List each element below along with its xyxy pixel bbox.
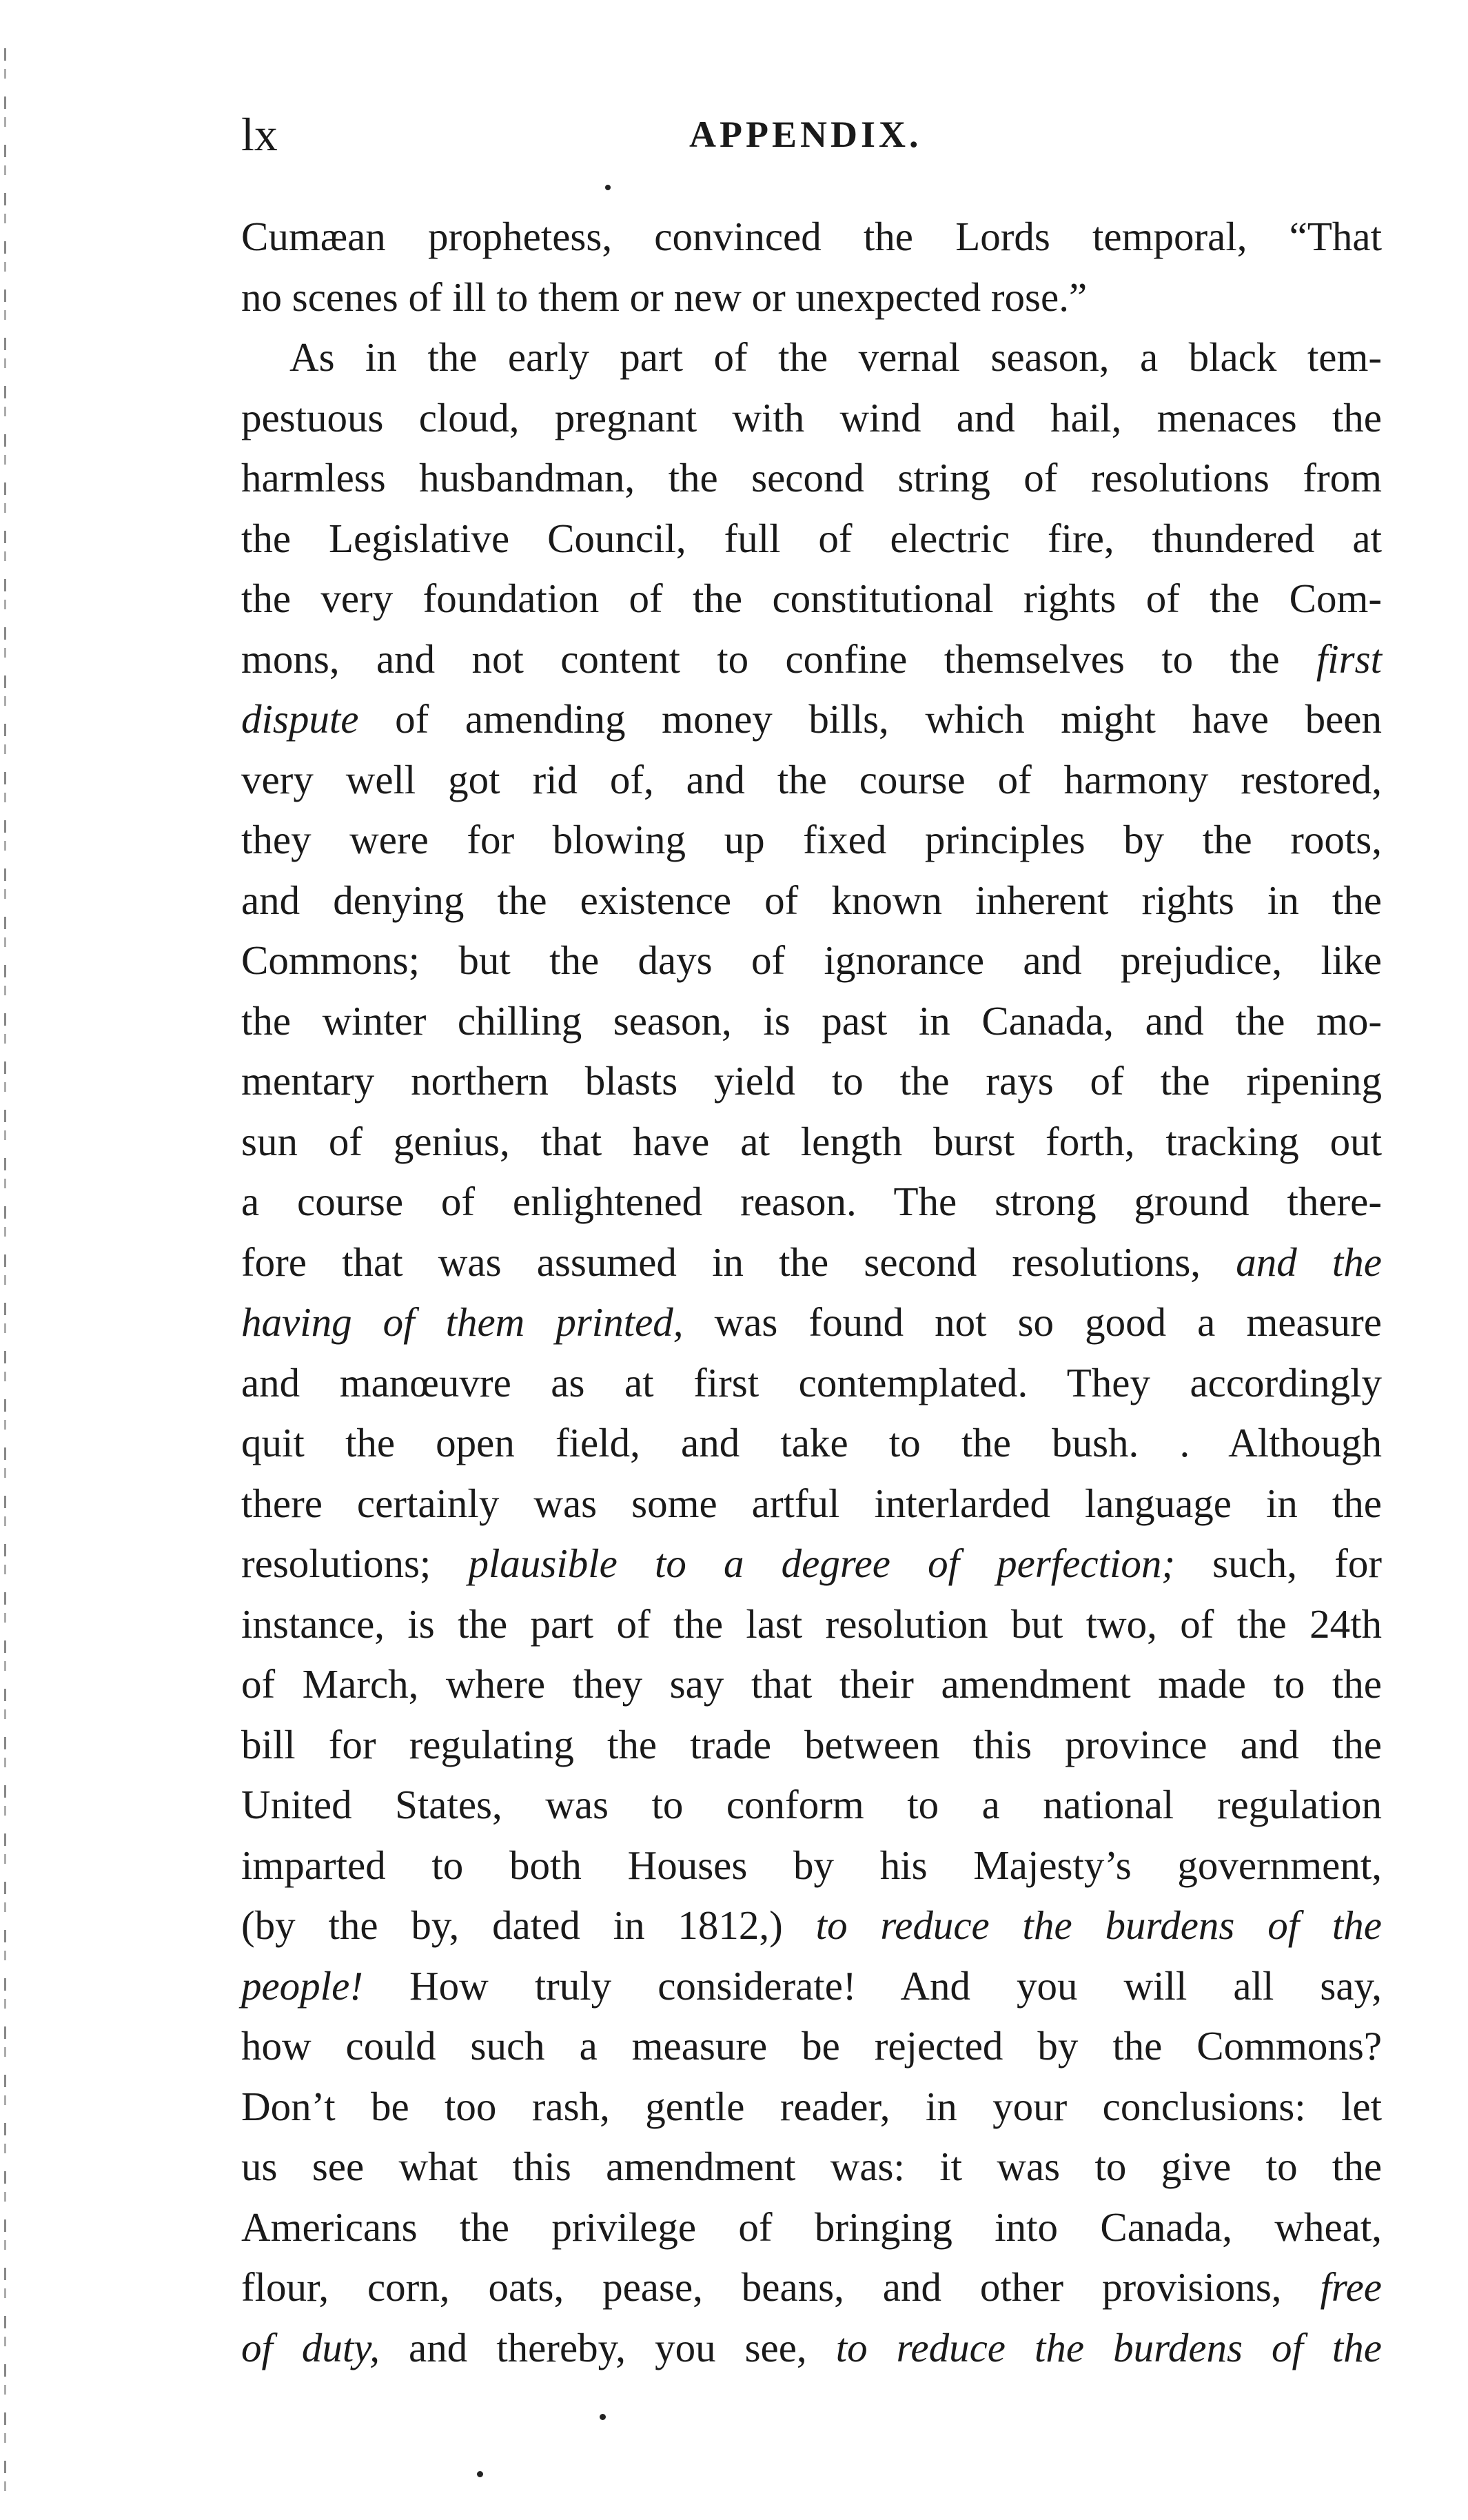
text-run: and thereby, you see, — [380, 2324, 836, 2370]
text-line — [241, 1413, 1382, 1474]
scan-edge-shadow — [4, 48, 6, 2502]
text-run: of amending money bills, which might have been — [358, 696, 1382, 742]
text-line — [241, 1292, 1382, 1353]
text-line — [241, 931, 1382, 991]
text-line — [241, 569, 1382, 629]
text-line — [241, 1594, 1382, 1655]
text-line — [241, 2077, 1382, 2137]
text-line — [241, 871, 1382, 931]
text-run: a course of enlightened reason. The strong ground there- — [241, 1179, 1382, 1224]
text-run: (by the by, dated in 1812,) — [241, 1902, 816, 1948]
text-run: resolutions; — [241, 1541, 469, 1586]
text-line — [241, 327, 1382, 388]
text-line — [241, 2016, 1382, 2077]
text-run: us see what this amendment was: it was to give to the — [241, 2144, 1382, 2189]
text-run: mons, and not content to confine themselves to the — [241, 636, 1316, 682]
text-run: bill for regulating the trade between this province and the — [241, 1721, 1382, 1767]
text-run: Cumæan prophetess, convinced the Lords temporal, “That — [241, 214, 1382, 259]
text-line — [241, 1051, 1382, 1112]
text-line — [241, 1232, 1382, 1293]
text-line — [241, 689, 1382, 750]
text-run: such, for — [1175, 1541, 1383, 1586]
italic-text: plausible to a degree of perfection; — [468, 1541, 1176, 1586]
text-run: Americans the privilege of bringing into Canada, wheat, — [241, 2204, 1382, 2250]
body-text — [241, 207, 1382, 2378]
text-line — [241, 2137, 1382, 2197]
text-line — [241, 1172, 1382, 1232]
text-run: and manœuvre as at first contemplated. They accordingly — [241, 1359, 1382, 1405]
text-run: Commons; but the days of ignorance and prejudice, like — [241, 937, 1382, 983]
italic-text: of duty, — [241, 2324, 380, 2370]
text-line — [241, 1654, 1382, 1715]
text-run: no scenes of ill to them or new or unexpected rose.” — [241, 274, 1088, 320]
print-speck — [477, 2471, 483, 2477]
italic-text: free — [1320, 2264, 1382, 2310]
italic-text: to reduce the burdens of the — [835, 2324, 1382, 2370]
text-run: the Legislative Council, full of electric fire, thundered at — [241, 515, 1382, 561]
text-run: was found not so good a measure — [683, 1299, 1382, 1345]
print-speck — [605, 185, 611, 190]
text-run: very well got rid of, and the course of harmony restored, — [241, 756, 1382, 802]
italic-text: and the — [1236, 1239, 1382, 1285]
text-run: United States, was to conform to a national regulation — [241, 1782, 1382, 1827]
text-run: fore that was assumed in the second resolutions, — [241, 1239, 1236, 1285]
text-line — [241, 207, 1382, 267]
text-run: mentary northern blasts yield to the rays of the ripening — [241, 1058, 1382, 1104]
text-line — [241, 509, 1382, 569]
text-run: they were for blowing up fixed principles by the roots, — [241, 817, 1382, 862]
text-line — [241, 2318, 1382, 2379]
italic-text: dispute — [241, 696, 359, 742]
text-run: instance, is the part of the last resolution but two, of the 24th — [241, 1601, 1382, 1647]
running-head: APPENDIX. — [689, 114, 922, 155]
text-run: harmless husbandman, the second string of resolutions from — [241, 455, 1382, 500]
text-run: quit the open field, and take to the bush. . Although — [241, 1420, 1382, 1465]
text-run: Don’t be too rash, gentle reader, in your conclusions: let — [241, 2083, 1382, 2129]
text-line — [241, 1112, 1382, 1172]
text-line — [241, 2257, 1382, 2318]
text-line — [241, 1534, 1382, 1594]
text-line — [241, 1474, 1382, 1534]
italic-text: first — [1316, 636, 1382, 682]
text-line — [241, 2197, 1382, 2258]
text-line — [241, 1896, 1382, 1956]
text-run: and denying the existence of known inherent rights in the — [241, 877, 1382, 923]
text-line — [241, 629, 1382, 690]
print-speck — [600, 2414, 606, 2420]
italic-text: to reduce the burdens of the — [815, 1902, 1382, 1948]
text-line — [241, 1956, 1382, 2017]
italic-text: having of them printed, — [241, 1299, 684, 1345]
text-line — [241, 1353, 1382, 1414]
text-run: As in the early part of the vernal season, a black tem- — [289, 334, 1382, 380]
text-line — [241, 810, 1382, 871]
text-run: How truly considerate! And you will all say, — [363, 1962, 1382, 2009]
page-header — [241, 100, 1382, 169]
text-line — [241, 1836, 1382, 1896]
text-line — [241, 267, 1382, 328]
text-run: pestuous cloud, pregnant with wind and hail, menaces the — [241, 394, 1382, 440]
text-line — [241, 1715, 1382, 1776]
text-line — [241, 388, 1382, 449]
text-run: how could such a measure be rejected by the Commons? — [241, 2023, 1382, 2069]
text-run: imparted to both Houses by his Majesty’s government, — [241, 1842, 1382, 1888]
text-run: the very foundation of the constitutional rights of the Com- — [241, 576, 1382, 621]
italic-text: people! — [241, 1962, 363, 2009]
text-run: of March, where they say that their amendment made to the — [241, 1661, 1382, 1707]
text-line — [241, 991, 1382, 1052]
text-line — [241, 750, 1382, 811]
text-run: sun of genius, that have at length burst forth, tracking out — [241, 1118, 1382, 1164]
text-line — [241, 448, 1382, 509]
page-number: lx — [241, 108, 278, 161]
text-run: there certainly was some artful interlarded language in the — [241, 1480, 1382, 1526]
text-line — [241, 1775, 1382, 1836]
text-run: the winter chilling season, is past in Canada, and the mo- — [241, 997, 1382, 1044]
text-run: flour, corn, oats, pease, beans, and other provisions, — [241, 2264, 1321, 2310]
